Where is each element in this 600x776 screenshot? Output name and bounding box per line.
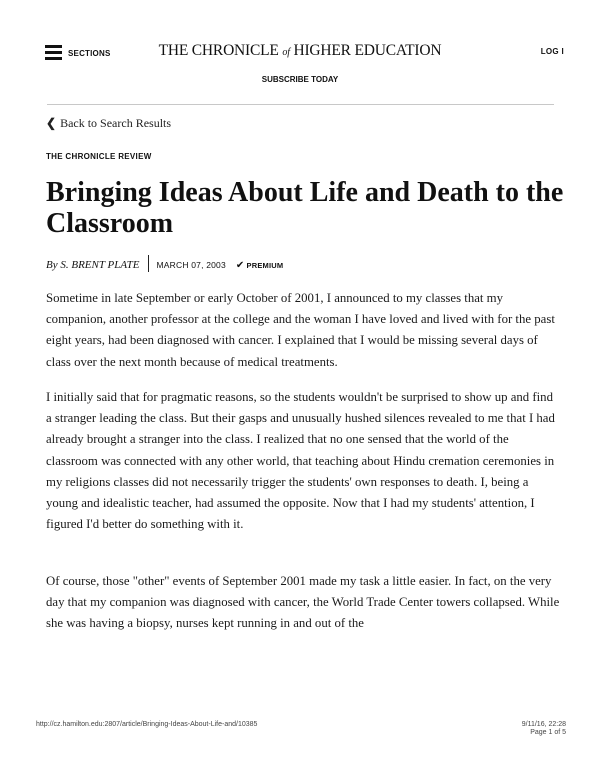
footer-url: http://cz.hamilton.edu:2807/article/Bringing-Ideas-About-Life-and/10385 [36, 721, 258, 728]
chevron-left-icon: ❮ [46, 116, 57, 130]
masthead-part2: HIGHER EDUCATION [293, 42, 442, 59]
masthead-of: of [282, 47, 290, 58]
premium-label: PREMIUM [246, 261, 284, 271]
subscribe-link[interactable]: SUBSCRIBE TODAY [261, 75, 339, 84]
footer-timestamp: 9/11/16, 22:28 [521, 721, 566, 728]
back-to-results-link[interactable] [46, 116, 171, 131]
masthead-logo[interactable] [0, 42, 600, 60]
masthead-part1: THE CHRONICLE [158, 42, 279, 59]
byline-row [46, 259, 283, 273]
premium-badge [236, 261, 283, 270]
back-link-label: Back to Search Results [60, 116, 172, 130]
article-headline: Bringing Ideas About Life and Death to the Classroom [46, 177, 564, 239]
header-divider [47, 104, 554, 105]
publish-date: MARCH 07, 2003 [156, 260, 226, 271]
article-paragraph: I initially said that for pragmatic reasons, so the students wouldn't be surprised to show up and find a stranger leading the class. But their gasps and unusually hushed silences revealed to me that I had already brought a stranger into the class. I realized that no one sensed that the world of the classroom was connected with any other world, that teaching about Hindu cremation ceremonies in my religions classes did not necessarily trigger the students' own responses to death. I, being a young and idealistic teacher, had assumed the opposite. Now that I had my students' attention, I figured I'd better do something with it. [46, 390, 555, 532]
sections-button[interactable]: SECTIONS [68, 49, 111, 58]
footer-page-number: Page 1 of 5 [530, 729, 566, 736]
article-paragraph: Sometime in late September or early October of 2001, I announced to my classes that my companion, another professor at the college and the woman I have loved and lived with for the past eight years, had been diagnosed with cancer. I explained that I would be missing several days of class over the next month because of medical treatments. [46, 291, 555, 369]
author-byline[interactable]: By S. BRENT PLATE [46, 259, 140, 272]
article-paragraph: Of course, those "other" events of September 2001 made my task a little easier. In fact, on the very day that my companion was diagnosed with cancer, the World Trade Center towers collapsed. While she was having a biopsy, nurses kept running in and out of the [46, 574, 560, 631]
section-tag[interactable]: THE CHRONICLE REVIEW [46, 152, 152, 161]
byline-separator [148, 255, 149, 272]
checkmark-icon: ✔ [235, 260, 245, 272]
login-link[interactable]: LOG I [540, 47, 564, 56]
